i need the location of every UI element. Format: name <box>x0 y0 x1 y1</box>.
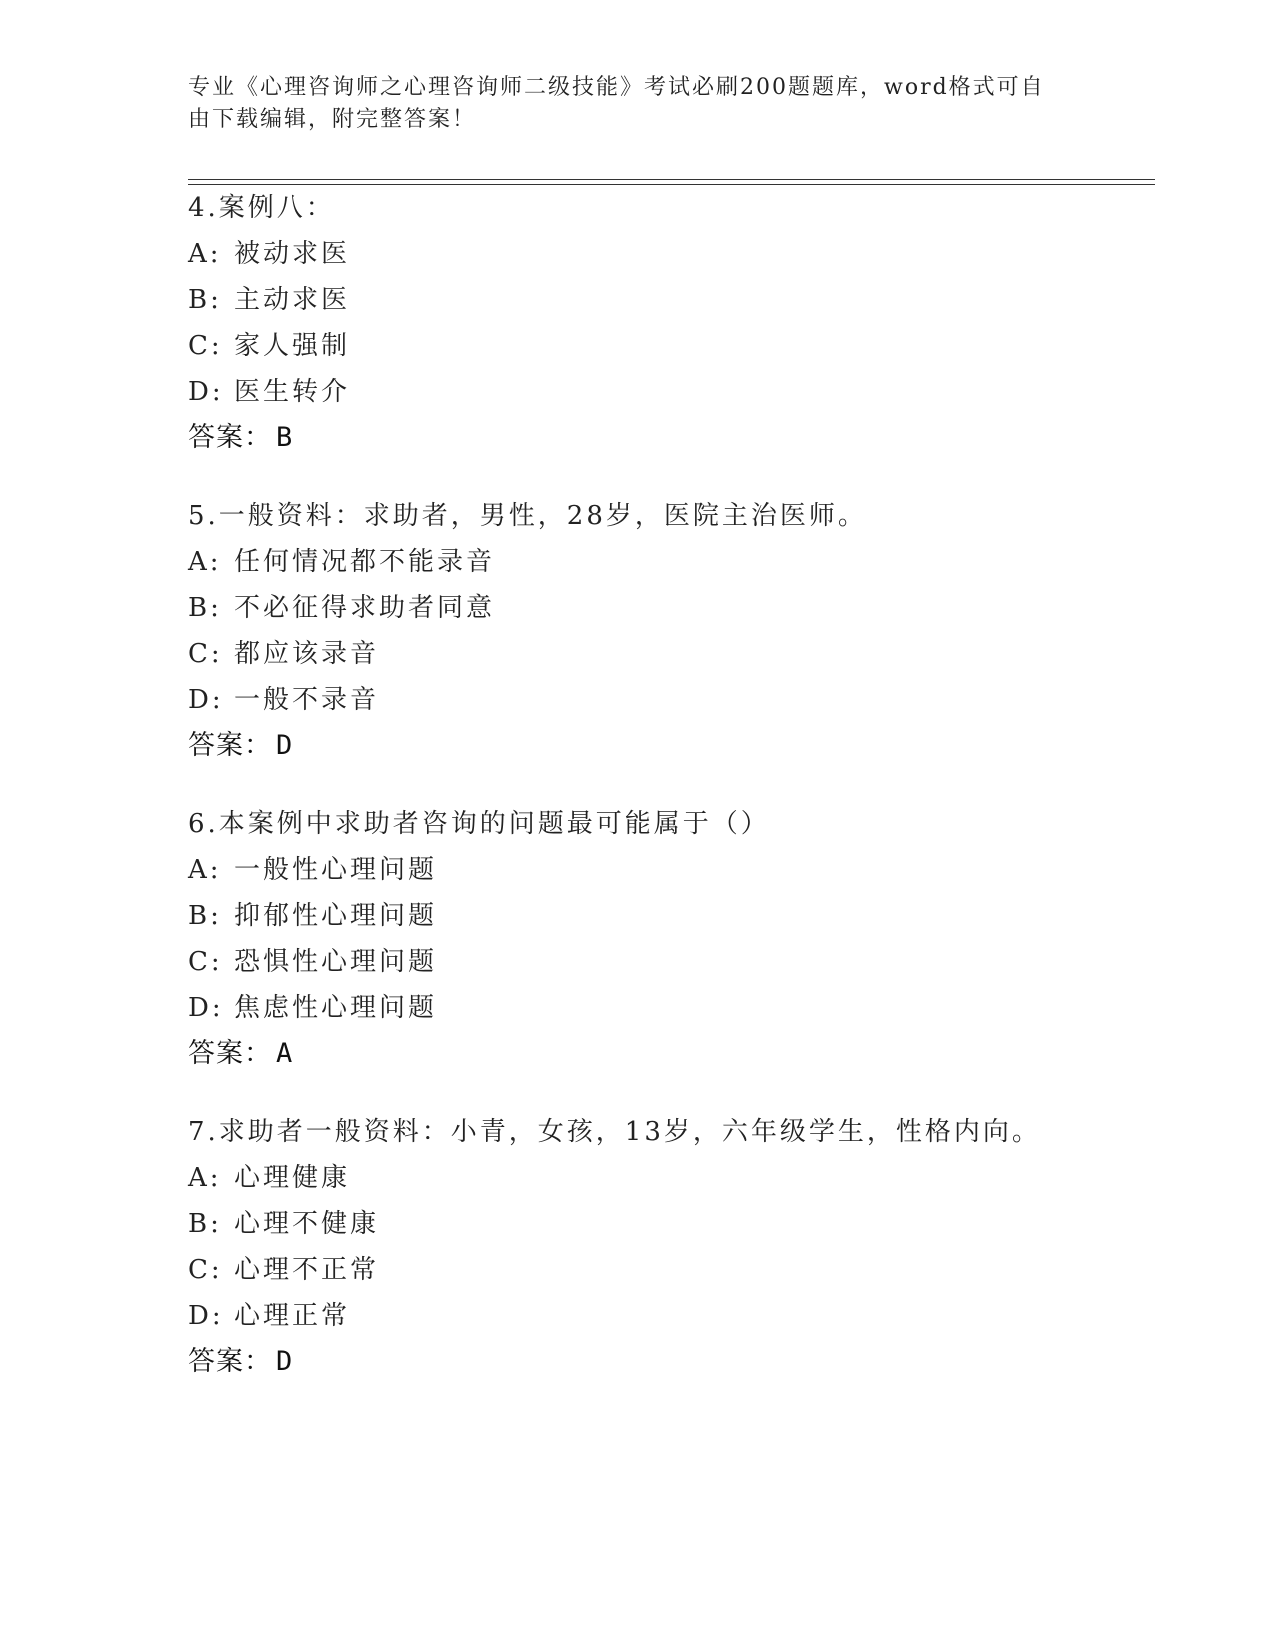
option-c <box>188 330 1148 376</box>
answer-value: D <box>276 1346 294 1377</box>
option-text: 家人强制 <box>234 331 351 361</box>
answer-line <box>188 1346 1148 1392</box>
answer-line <box>188 730 1148 776</box>
option-letter: D: <box>188 993 224 1023</box>
option-b <box>188 284 1148 330</box>
option-letter: C: <box>188 331 223 361</box>
document-header: 专业《心理咨询师之心理咨询师二级技能》考试必刷200题题库，word格式可自由下载编辑，附完整答案！ <box>188 75 1045 132</box>
option-text: 焦虑性心理问题 <box>234 993 438 1023</box>
option-text: 心理不正常 <box>234 1255 380 1285</box>
question-block <box>188 500 1148 776</box>
option-letter: D: <box>188 377 224 407</box>
option-a <box>188 238 1148 284</box>
option-letter: B: <box>188 593 222 623</box>
answer-value: B <box>276 422 294 453</box>
option-d <box>188 992 1148 1038</box>
option-d <box>188 684 1148 730</box>
question-title: 6.本案例中求助者咨询的问题最可能属于（） <box>188 809 770 839</box>
option-a <box>188 854 1148 900</box>
answer-value: D <box>276 730 294 761</box>
header-divider-bottom <box>188 184 1155 185</box>
option-c <box>188 638 1148 684</box>
answer-line <box>188 1038 1148 1084</box>
option-text: 恐惧性心理问题 <box>234 947 438 977</box>
option-text: 心理正常 <box>234 1301 351 1331</box>
option-text: 一般性心理问题 <box>234 855 438 885</box>
option-b <box>188 592 1148 638</box>
option-letter: C: <box>188 1255 223 1285</box>
option-letter: C: <box>188 639 223 669</box>
option-letter: B: <box>188 285 222 315</box>
question-title: 4.案例八： <box>188 193 335 223</box>
option-text: 心理不健康 <box>234 1209 380 1239</box>
option-letter: D: <box>188 1301 224 1331</box>
option-text: 不必征得求助者同意 <box>234 593 496 623</box>
option-letter: A: <box>188 855 222 885</box>
option-text: 主动求医 <box>234 285 351 315</box>
option-text: 抑郁性心理问题 <box>234 901 438 931</box>
answer-value: A <box>276 1038 294 1069</box>
option-text: 心理健康 <box>234 1163 351 1193</box>
option-letter: C: <box>188 947 223 977</box>
answer-label: 答案： <box>188 1346 272 1377</box>
option-b <box>188 900 1148 946</box>
question-block <box>188 808 1148 1084</box>
option-letter: A: <box>188 1163 222 1193</box>
option-d <box>188 376 1148 422</box>
header-divider-top <box>188 179 1155 180</box>
option-text: 任何情况都不能录音 <box>234 547 496 577</box>
option-text: 被动求医 <box>234 239 351 269</box>
answer-label: 答案： <box>188 422 272 453</box>
option-text: 一般不录音 <box>234 685 380 715</box>
option-a <box>188 1162 1148 1208</box>
option-text: 医生转介 <box>234 377 351 407</box>
option-text: 都应该录音 <box>234 639 380 669</box>
answer-line <box>188 422 1148 468</box>
answer-label: 答案： <box>188 1038 272 1069</box>
option-d <box>188 1300 1148 1346</box>
option-c <box>188 1254 1148 1300</box>
question-title: 5.一般资料：求助者，男性，28岁，医院主治医师。 <box>188 501 867 531</box>
option-b <box>188 1208 1148 1254</box>
option-letter: D: <box>188 685 224 715</box>
option-c <box>188 946 1148 992</box>
option-letter: A: <box>188 239 222 269</box>
question-block <box>188 1116 1148 1392</box>
answer-label: 答案： <box>188 730 272 761</box>
question-block <box>188 192 1148 468</box>
option-a <box>188 546 1148 592</box>
option-letter: B: <box>188 901 222 931</box>
option-letter: B: <box>188 1209 222 1239</box>
question-title: 7.求助者一般资料：小青，女孩，13岁，六年级学生，性格内向。 <box>188 1117 1041 1147</box>
option-letter: A: <box>188 547 222 577</box>
